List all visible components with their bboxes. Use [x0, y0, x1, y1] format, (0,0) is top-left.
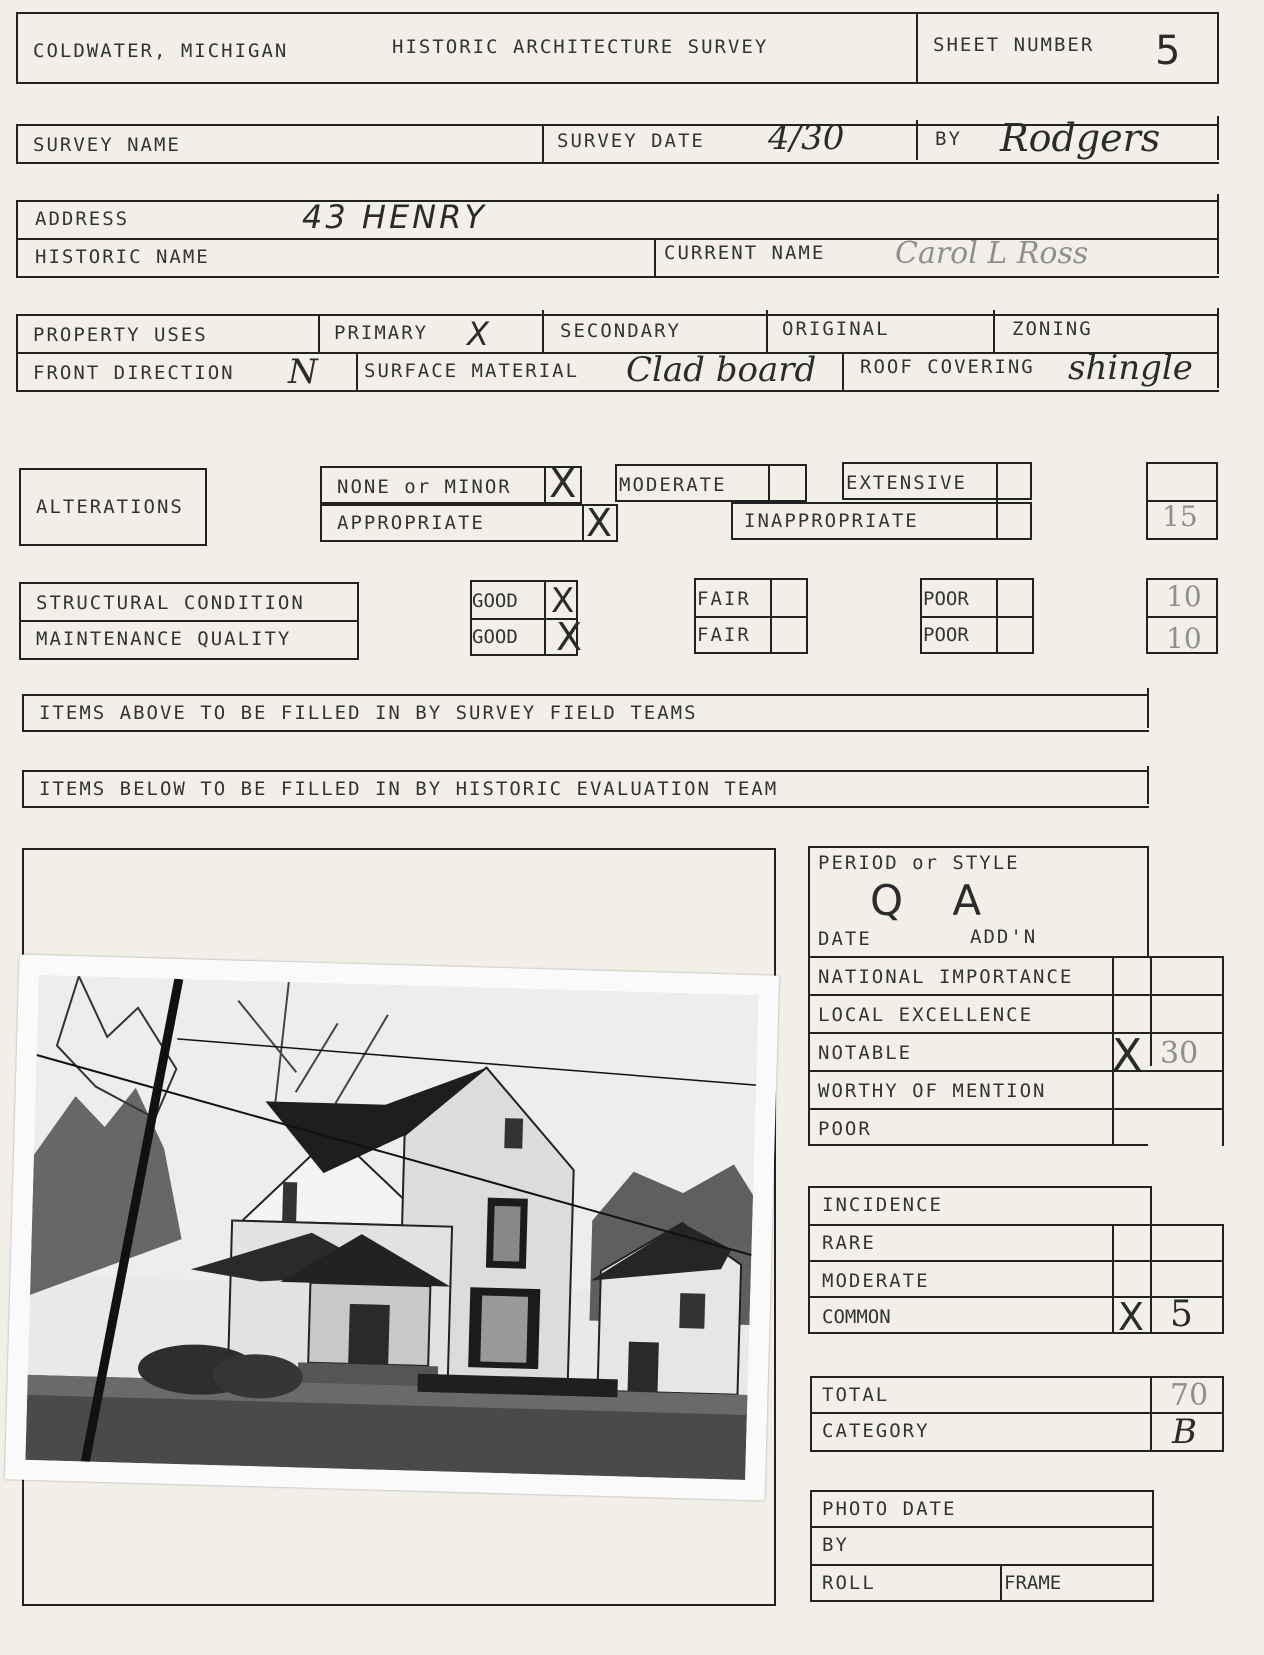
maintenance-fair-label: FAIR — [697, 624, 751, 646]
alterations-label: ALTERATIONS — [36, 496, 184, 518]
form-title: HISTORIC ARCHITECTURE SURVEY — [392, 36, 769, 58]
structural-fair-label: FAIR — [697, 588, 751, 610]
surface-material-value: Clad board — [626, 350, 817, 390]
survey-date-value: 4/30 — [768, 118, 845, 158]
notable-score: 30 — [1160, 1036, 1199, 1071]
structural-good-label: GOOD — [472, 590, 518, 612]
historic-name-label: HISTORIC NAME — [35, 246, 210, 268]
category-value: B — [1172, 1412, 1197, 1452]
national-importance-label: NATIONAL IMPORTANCE — [818, 966, 1074, 988]
surveyor-label: BY — [935, 128, 962, 150]
alterations-score: 15 — [1162, 500, 1198, 533]
address-label: ADDRESS — [35, 208, 130, 230]
photo-date-label: PHOTO DATE — [822, 1498, 957, 1520]
rare-label: RARE — [822, 1232, 876, 1254]
worthy-label: WORTHY OF MENTION — [818, 1080, 1047, 1102]
address-value: 43 HENRY — [302, 198, 487, 236]
alt-inappropriate-label: INAPPROPRIATE — [744, 510, 919, 532]
photo-by-label: BY — [822, 1534, 849, 1556]
total-label: TOTAL — [822, 1384, 890, 1406]
secondary-label: SECONDARY — [560, 320, 681, 342]
primary-label: PRIMARY — [334, 322, 429, 344]
front-direction-value: N — [288, 352, 318, 392]
city-label: COLDWATER, MICHIGAN — [33, 40, 289, 62]
roll-label: ROLL — [822, 1572, 876, 1594]
survey-name-label: SURVEY NAME — [33, 134, 181, 156]
surveyor-value: Rodgers — [1000, 116, 1161, 160]
date-label: DATE — [818, 928, 872, 950]
property-uses-label: PROPERTY USES — [33, 324, 208, 346]
alt-none-label: NONE or MINOR — [337, 476, 512, 498]
house-photo-image — [25, 975, 758, 1480]
house-photograph — [5, 954, 779, 1500]
sheet-number-value: 5 — [1155, 28, 1184, 74]
addn-label: ADD'N — [970, 926, 1038, 948]
alt-moderate-label: MODERATE — [619, 474, 727, 496]
note-below: ITEMS BELOW TO BE FILLED IN BY HISTORIC EVALUATION TEAM — [39, 778, 779, 800]
note-above: ITEMS ABOVE TO BE FILLED IN BY SURVEY FIELD TEAMS — [39, 702, 698, 724]
alt-appropriate-mark: X — [586, 501, 613, 545]
maintenance-score: 10 — [1166, 622, 1202, 655]
structural-good-mark: X — [551, 581, 575, 621]
surface-material-label: SURFACE MATERIAL — [364, 360, 580, 382]
notable-mark: X — [1112, 1030, 1143, 1081]
sheet-number-label: SHEET NUMBER — [933, 34, 1095, 56]
original-label: ORIGINAL — [782, 318, 890, 340]
structural-poor-label: POOR — [923, 588, 969, 610]
front-direction-label: FRONT DIRECTION — [33, 362, 235, 384]
period-style-label: PERIOD or STYLE — [818, 852, 1020, 874]
total-value: 70 — [1170, 1378, 1209, 1413]
common-mark: X — [1118, 1295, 1145, 1339]
structural-score: 10 — [1166, 580, 1202, 613]
notable-label: NOTABLE — [818, 1042, 913, 1064]
zoning-label: ZONING — [1012, 318, 1093, 340]
eval-poor-label: POOR — [818, 1118, 872, 1140]
common-label: COMMON — [822, 1306, 891, 1328]
incidence-moderate-label: MODERATE — [822, 1270, 930, 1292]
current-name-label: CURRENT NAME — [664, 242, 826, 264]
category-label: CATEGORY — [822, 1420, 930, 1442]
alt-appropriate-label: APPROPRIATE — [337, 512, 485, 534]
period-style-value: Q A — [870, 876, 985, 925]
alt-none-mark: X — [549, 461, 577, 507]
maintenance-good-mark: X — [556, 615, 583, 659]
frame-label: FRAME — [1004, 1572, 1062, 1594]
common-score: 5 — [1170, 1294, 1193, 1335]
survey-date-label: SURVEY DATE — [557, 130, 705, 152]
maintenance-good-label: GOOD — [472, 626, 518, 648]
roof-covering-label: ROOF COVERING — [860, 356, 1035, 378]
maintenance-quality-label: MAINTENANCE QUALITY — [36, 628, 292, 650]
incidence-label: INCIDENCE — [822, 1194, 943, 1216]
current-name-value: Carol L Ross — [895, 236, 1089, 271]
alt-extensive-label: EXTENSIVE — [846, 472, 967, 494]
local-excellence-label: LOCAL EXCELLENCE — [818, 1004, 1034, 1026]
roof-covering-value: shingle — [1068, 348, 1193, 388]
primary-mark: X — [467, 315, 489, 353]
structural-condition-label: STRUCTURAL CONDITION — [36, 592, 305, 614]
maintenance-poor-label: POOR — [923, 624, 969, 646]
